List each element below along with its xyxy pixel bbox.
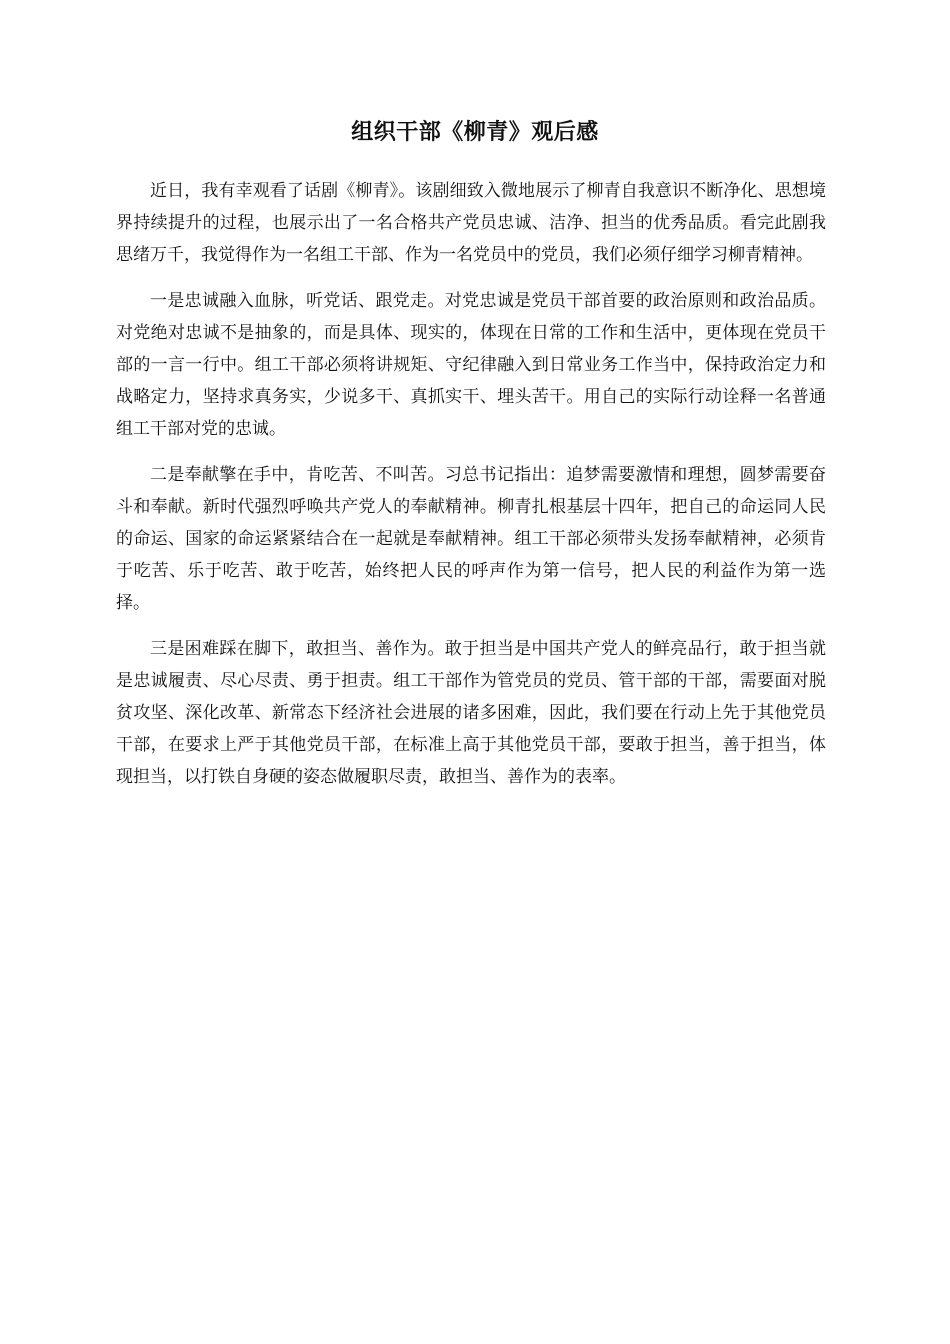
document-body <box>116 175 826 807</box>
paragraph-responsibility: 三是困难踩在脚下，敢担当、善作为。敢于担当是中国共产党人的鲜亮品行，敢于担当就是忠诚履责、尽心尽责、勇于担责。组工干部作为管党员的党员、管干部的干部，需要面对脱贫攻坚、深化改革、新常态下经济社会进展的诸多困难，因此，我们要在行动上先于其他党员干部，在要求上严于其他党员干部，在标准上高于其他党员干部，要敢于担当，善于担当，体现担当，以打铁自身硬的姿态做履职尽责，敢担当、善作为的表率。 <box>116 639 826 787</box>
document-title: 组织干部《柳青》观后感 <box>351 119 599 145</box>
paragraph-intro: 近日，我有幸观看了话剧《柳青》。该剧细致入微地展示了柳青自我意识不断净化、思想境界持续提升的过程，也展示出了一名合格共产党员忠诚、洁净、担当的优秀品质。看完此剧我思绪万千，我觉得作为一名组工干部、作为一名党员中的党员，我们必须仔细学习柳青精神。 <box>116 181 826 265</box>
paragraph-loyalty: 一是忠诚融入血脉，听党话、跟党走。对党忠诚是党员干部首要的政治原则和政治品质。对党绝对忠诚不是抽象的，而是具体、现实的，体现在日常的工作和生活中，更体现在党员干部的一言一行中。组工干部必须将讲规矩、守纪律融入到日常业务工作当中，保持政治定力和战略定力，坚持求真务实，少说多干、真抓实干、埋头苦干。用自己的实际行动诠释一名普通组工干部对党的忠诚。 <box>116 291 826 439</box>
paragraph-dedication: 二是奉献擎在手中，肯吃苦、不叫苦。习总书记指出：追梦需要激情和理想，圆梦需要奋斗和奉献。新时代强烈呼唤共产党人的奉献精神。柳青扎根基层十四年，把自己的命运同人民的命运、国家的命运紧紧结合在一起就是奉献精神。组工干部必须带头发扬奉献精神，必须肯于吃苦、乐于吃苦、敢于吃苦，始终把人民的呼声作为第一信号，把人民的利益作为第一选择。 <box>116 465 826 613</box>
